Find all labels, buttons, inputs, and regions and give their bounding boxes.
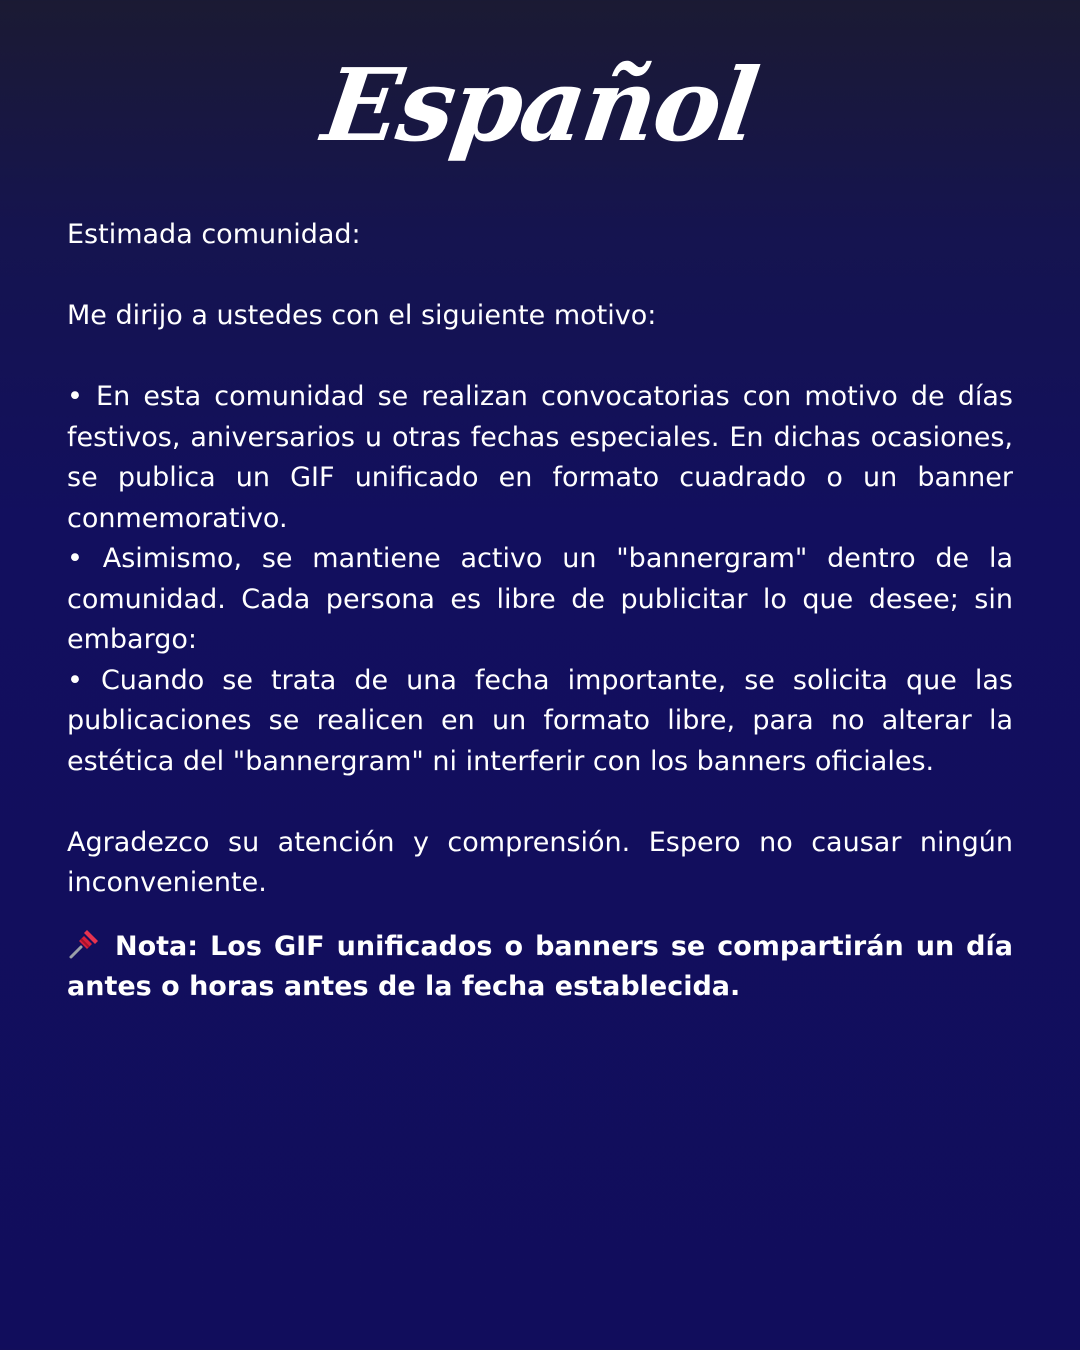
bullet-item: • Cuando se trata de una fecha importante, se solicita que las publicaciones se realicen en un formato libre, para no alterar la estética del "bannergram" ni interferir con los banners oficiales.: [67, 664, 1013, 777]
note-paragraph: [67, 927, 1013, 1008]
pushpin-icon: [67, 927, 101, 961]
spacer: [67, 337, 1013, 378]
greeting: Estimada comunidad:: [67, 219, 361, 250]
letter-body: [67, 215, 1013, 1008]
bullet-item: • Asimismo, se mantiene activo un "bannergram" dentro de la comunidad. Cada persona es libre de publicitar lo que desee; sin embargo:: [67, 543, 1013, 655]
page-title: Español: [316, 46, 764, 164]
spacer: [67, 782, 1013, 823]
note-text: Nota: Los GIF unificados o banners se compartirán un día antes o horas antes de la fecha establecida.: [67, 930, 1013, 1002]
spacer: [67, 904, 1013, 927]
closing-paragraph: Agradezco su atención y comprensión. Espero no causar ningún inconveniente.: [67, 826, 1013, 898]
spacer: [67, 256, 1013, 297]
intro-paragraph: Me dirijo a ustedes con el siguiente motivo:: [67, 300, 657, 331]
bullet-item: • En esta comunidad se realizan convocatorias con motivo de días festivos, aniversarios u otras fechas especiales. En dichas ocasiones, se publica un GIF unificado en formato cuadrado o un banner conmemorativo.: [67, 381, 1013, 534]
